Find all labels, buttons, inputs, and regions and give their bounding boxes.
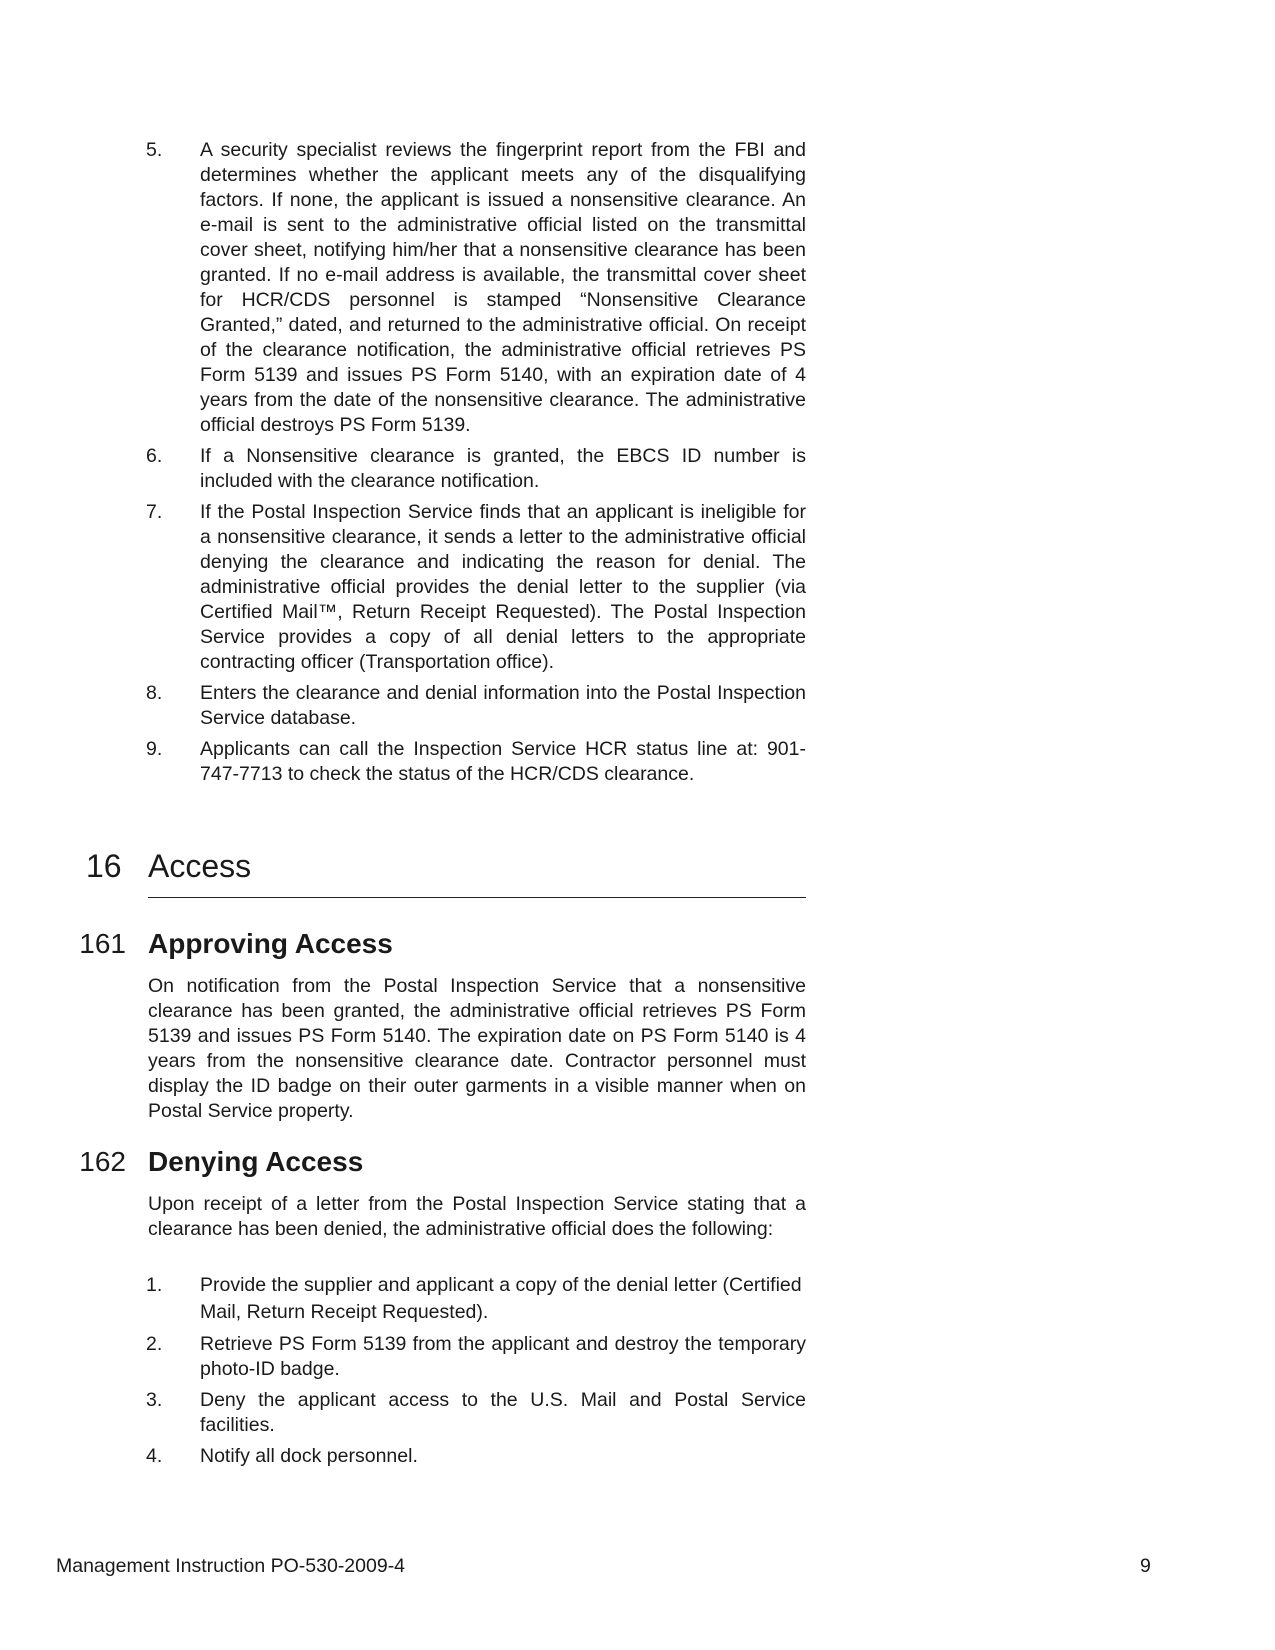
list-item: [146, 1332, 806, 1382]
denying-access-paragraph: Upon receipt of a letter from the Postal Inspection Service stating that a clearance has been denied, the administrative official does the following:: [148, 1193, 806, 1240]
list-item-text: Deny the applicant access to the U.S. Mail and Postal Service facilities.: [200, 1389, 806, 1436]
list-item-number: 5.: [146, 139, 163, 161]
list-item-text: Enters the clearance and denial information into the Postal Inspection Service database.: [200, 682, 806, 729]
clearance-steps-list: [146, 138, 806, 793]
list-item-number: 4.: [146, 1445, 163, 1467]
list-item-number: 6.: [146, 445, 163, 467]
section-title: Access: [148, 848, 252, 884]
footer-page-number: 9: [1140, 1555, 1151, 1577]
list-item: [146, 138, 806, 438]
list-item: [146, 737, 806, 787]
subsection-number: 162: [79, 1146, 126, 1177]
subsection-title: Denying Access: [148, 1146, 364, 1177]
list-item: [146, 444, 806, 494]
list-item: [146, 1272, 806, 1326]
list-item-number: 7.: [146, 501, 163, 523]
list-item-number: 2.: [146, 1333, 163, 1355]
list-item-text: Provide the supplier and applicant a copy of the denial letter (Certified Mail, Return Receipt Requested).: [200, 1274, 802, 1323]
list-item: [146, 1444, 806, 1469]
list-item-text: A security specialist reviews the fingerprint report from the FBI and determines whether the applicant meets any of the disqualifying factors. If none, the applicant is issued a nonsensitive clearance. An e-mail is sent to the administrative official listed on the transmittal cover sheet, notifying him/her that a nonsensitive clearance has been granted. If no e-mail address is available, the transmittal cover sheet for HCR/CDS personnel is stamped “Nonsensitive Clearance Granted,” dated, and returned to the administrative official. On receipt of the clearance notification, the administrative official retrieves PS Form 5139 and issues PS Form 5140, with an expiration date of 4 years from the date of the nonsensitive clearance. The administrative official destroys PS Form 5139.: [200, 139, 806, 436]
subsection-title: Approving Access: [148, 928, 393, 959]
list-item-text: Notify all dock personnel.: [200, 1445, 418, 1467]
list-item: [146, 1388, 806, 1438]
denial-steps-list: [146, 1272, 806, 1475]
section-number: 16: [86, 848, 122, 884]
list-item-number: 8.: [146, 682, 163, 704]
list-item: [146, 500, 806, 675]
list-item-text: Retrieve PS Form 5139 from the applicant and destroy the temporary photo-ID badge.: [200, 1333, 806, 1380]
footer-document-title: Management Instruction PO-530-2009-4: [56, 1555, 406, 1577]
list-item-number: 1.: [146, 1274, 163, 1296]
list-item: [146, 681, 806, 731]
approving-access-paragraph: On notification from the Postal Inspection Service that a nonsensitive clearance has been granted, the administrative official retrieves PS Form 5139 and issues PS Form 5140. The expiration date on PS Form 5140 is 4 years from the nonsensitive clearance date. Contractor personnel must display the ID badge on their outer garments in a visible manner when on Postal Service property.: [148, 975, 806, 1122]
list-item-text: If a Nonsensitive clearance is granted, the EBCS ID number is included with the clearance notification.: [200, 445, 806, 492]
list-item-number: 3.: [146, 1389, 163, 1411]
subsection-number: 161: [79, 928, 126, 959]
section-divider: [148, 897, 806, 898]
list-item-text: If the Postal Inspection Service finds that an applicant is ineligible for a nonsensitive clearance, it sends a letter to the administrative official denying the clearance and indicating the reason for denial. The administrative official provides the denial letter to the supplier (via Certified Mail™, Return Receipt Requested). The Postal Inspection Service provides a copy of all denial letters to the appropriate contracting officer (Transportation office).: [200, 501, 806, 673]
list-item-text: Applicants can call the Inspection Service HCR status line at: 901-747-7713 to check the status of the HCR/CDS clearance.: [200, 738, 806, 785]
list-item-number: 9.: [146, 738, 163, 760]
